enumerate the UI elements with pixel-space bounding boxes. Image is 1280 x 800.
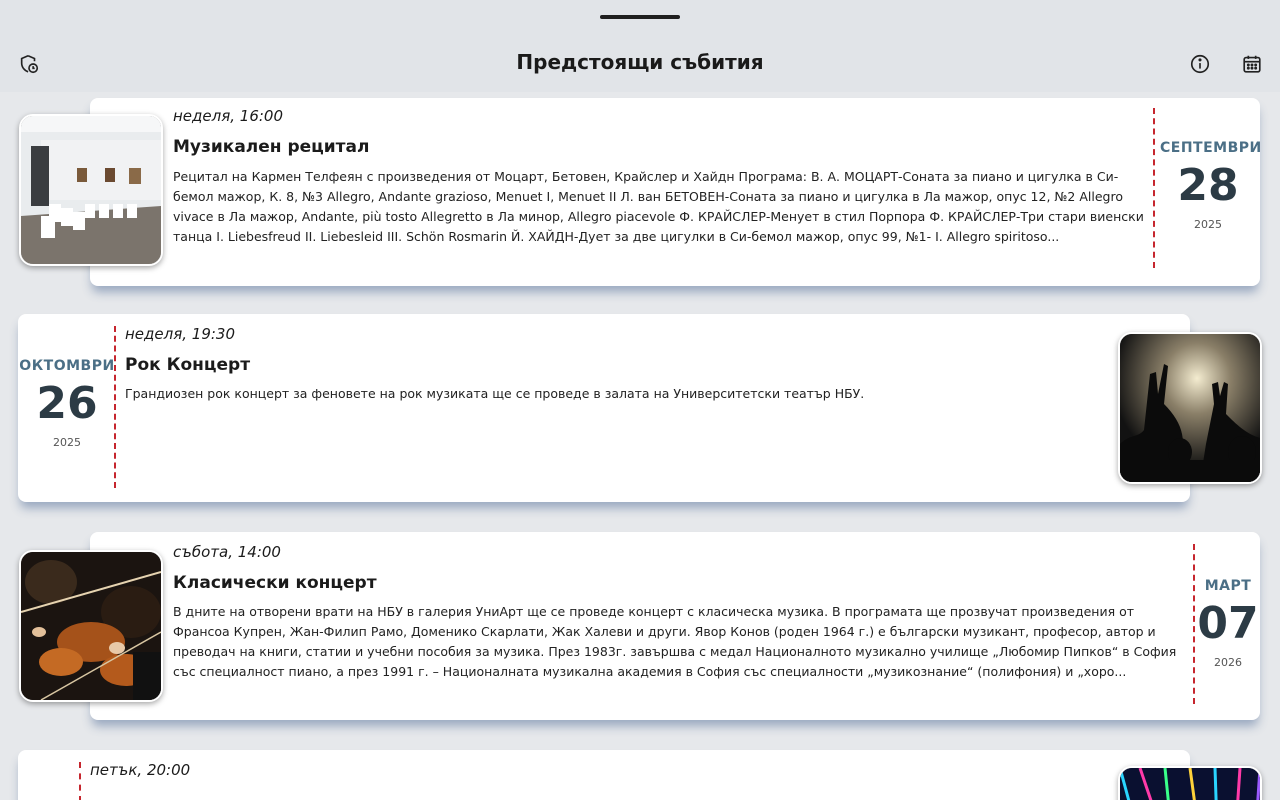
event-image (1118, 332, 1262, 484)
event-datetime: неделя, 19:30 (125, 325, 236, 343)
event-title: Музикален рецитал (173, 137, 370, 157)
dashed-divider (79, 762, 81, 800)
event-day: 07 (1197, 598, 1259, 649)
event-year: 2025 (53, 436, 81, 449)
events-list[interactable] (0, 92, 1280, 800)
event-image (1118, 766, 1262, 800)
event-month: МАРТ (1204, 578, 1252, 594)
event-description: В дните на отворени врати на НБУ в галерия УниАрт ще се проведе концерт с класическа музика. В програмата ще прозвучат произведения от Франсоа Купрен, Жан-Филип Рамо, Доменико Скарлати, Жак Халеви и други. Явор Конов (роден 1964 г.) е български музикант, професор, автор и преводач на книги, статии и учебни пособия за музика. През 1983г. завършва с медал Националното музикално училище „Любомир Пипков“ в София със специалност пиано, а през 1991 г. – Националната музикална академия в София със специалности „музикознание“ (полифония) и „хоро... (173, 604, 1177, 679)
event-year: 2025 (1194, 218, 1222, 231)
event-title: Рок Концерт (125, 355, 251, 375)
dashed-divider (1153, 108, 1155, 268)
event-image (19, 114, 163, 266)
event-day: 28 (1177, 160, 1239, 211)
top-app-bar (0, 0, 1280, 92)
drag-handle[interactable] (600, 15, 680, 19)
event-datetime: събота, 14:00 (173, 543, 281, 561)
event-description: Грандиозен рок концерт за феновете на рок музиката ще се проведе в залата на Университетски театър НБУ. (125, 386, 865, 401)
calendar-icon[interactable] (1240, 52, 1264, 76)
event-date (19, 358, 115, 449)
event-month: СЕПТЕМВРИ (1160, 140, 1262, 156)
info-icon[interactable] (1188, 52, 1212, 76)
event-card[interactable] (18, 750, 1190, 800)
dashed-divider (114, 326, 116, 488)
event-day: 26 (36, 378, 98, 429)
event-date (1160, 140, 1262, 231)
event-datetime: петък, 20:00 (90, 761, 191, 779)
event-image (19, 550, 163, 702)
event-year: 2026 (1214, 656, 1242, 669)
event-month: ОКТОМВРИ (19, 358, 115, 374)
event-date (1180, 578, 1276, 669)
page-title: Предстоящи събития (516, 50, 764, 74)
event-description: Рецитал на Кармен Телфеян с произведения от Моцарт, Бетовен, Крайслер и Хайдн Програма: В. А. МОЦАРТ-Соната за пиано и цигулка в Си-бемол мажор, К. 8, №3 Allegro, Andante grazioso, Menuet I, Menuet II Л. ван БЕТОВЕН-Соната за пиано и цигулка в Ла мажор, опус 12, №2 Allegro vivace в Ла мажор, Andante, più tosto Allegretto в Ла минор, Allegro piacevole Ф. КРАЙСЛЕР-Менует в стил Порпора Ф. КРАЙСЛЕР-Три стари виенски танца I. Liebesfreud II. Liebesleid III. Schön Rosmarin Й. ХАЙДН-Дует за две цигулки в Си-бемол мажор, опус 99, №1- I. Allegro spiritoso... (173, 169, 1144, 244)
event-title: Класически концерт (173, 573, 377, 593)
event-datetime: неделя, 16:00 (173, 107, 284, 125)
